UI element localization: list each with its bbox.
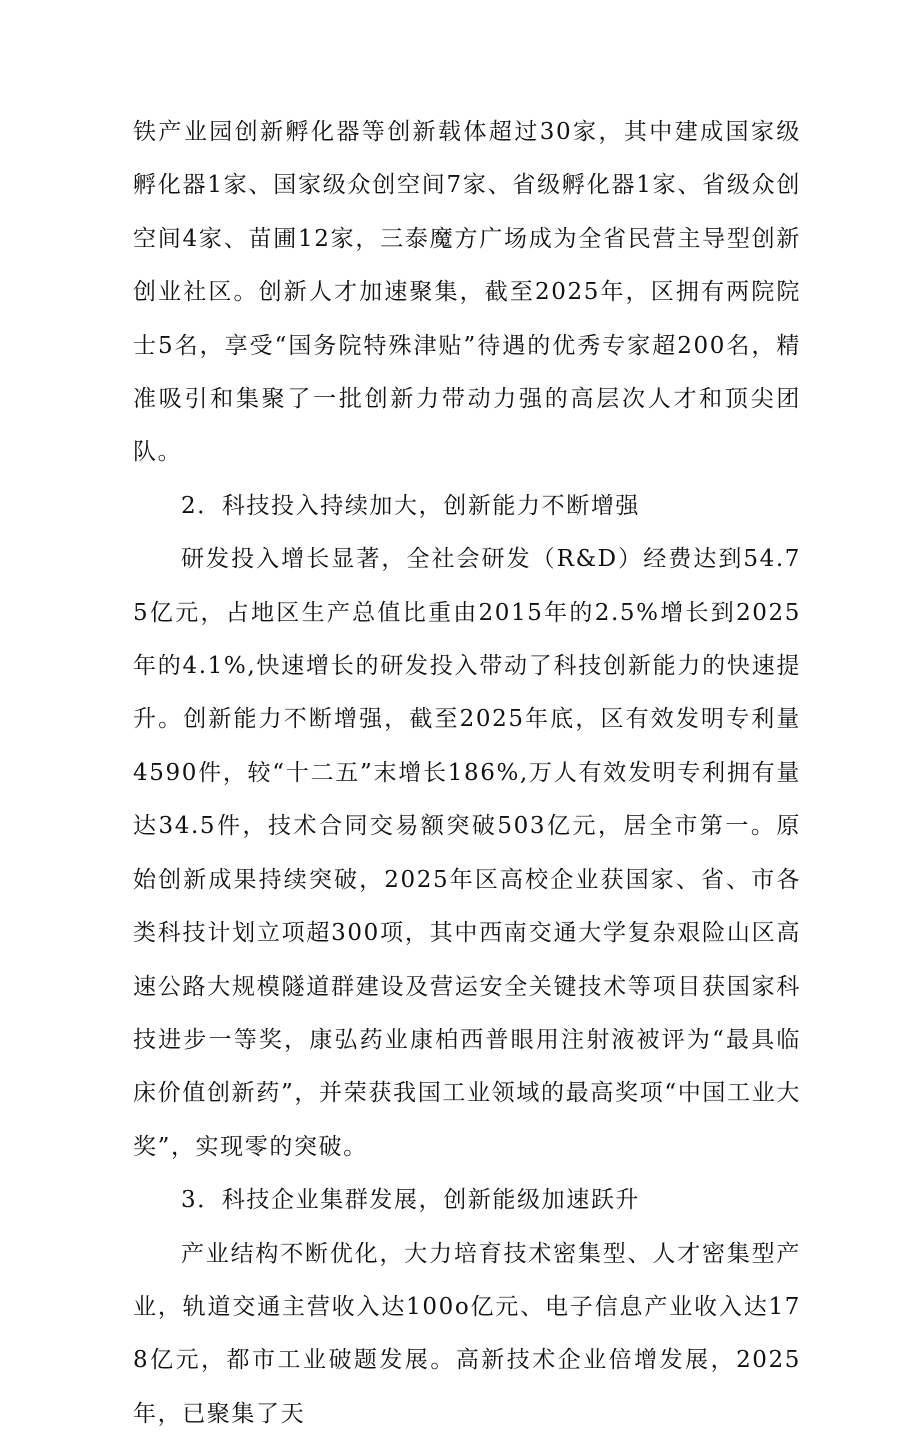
section-heading-3: 3．科技企业集群发展，创新能级加速跃升 <box>181 1187 641 1214</box>
document-body <box>133 106 801 1441</box>
section-heading-2: 2．科技投入持续加大，创新能力不断增强 <box>181 492 641 519</box>
paragraph-industry-structure: 产业结构不断优化，大力培育技术密集型、人才密集型产业，轨道交通主营收入达100o亿元、电子信息产业收入达178亿元，都市工业破题发展。高新技术企业倍增发展，2025年，已聚集了天 <box>133 1240 801 1427</box>
paragraph-rd-investment: 研发投入增长显著，全社会研发（R&D）经费达到54.75亿元，占地区生产总值比重由2015年的2.5%增长到2025年的4.1%,快速增长的研发投入带动了科技创新能力的快速提升。创新能力不断增强，截至2025年底，区有效发明专利量4590件，较“十二五”末增长186%,万人有效发明专利拥有量达34.5件，技术合同交易额突破503亿元，居全市第一。原始创新成果持续突破，2025年区高校企业获国家、省、市各类科技计划立项超300项，其中西南交通大学复杂艰险山区高速公路大规模隧道群建设及营运安全关键技术等项目获国家科技进步一等奖，康弘药业康柏西普眼用注射液被评为“最具临床价值创新药”，并荣获我国工业领域的最高奖项“中国工业大奖”，实现零的突破。 <box>133 546 801 1160</box>
paragraph-continuation: 铁产业园创新孵化器等创新载体超过30家，其中建成国家级孵化器1家、国家级众创空间7家、省级孵化器1家、省级众创空间4家、苗圃12家，三泰魔方广场成为全省民营主导型创新创业社区。创新人才加速聚集，截至2025年，区拥有两院院士5名，享受“国务院特殊津贴”待遇的优秀专家超200名，精准吸引和集聚了一批创新力带动力强的高层次人才和顶尖团队。 <box>133 119 801 466</box>
